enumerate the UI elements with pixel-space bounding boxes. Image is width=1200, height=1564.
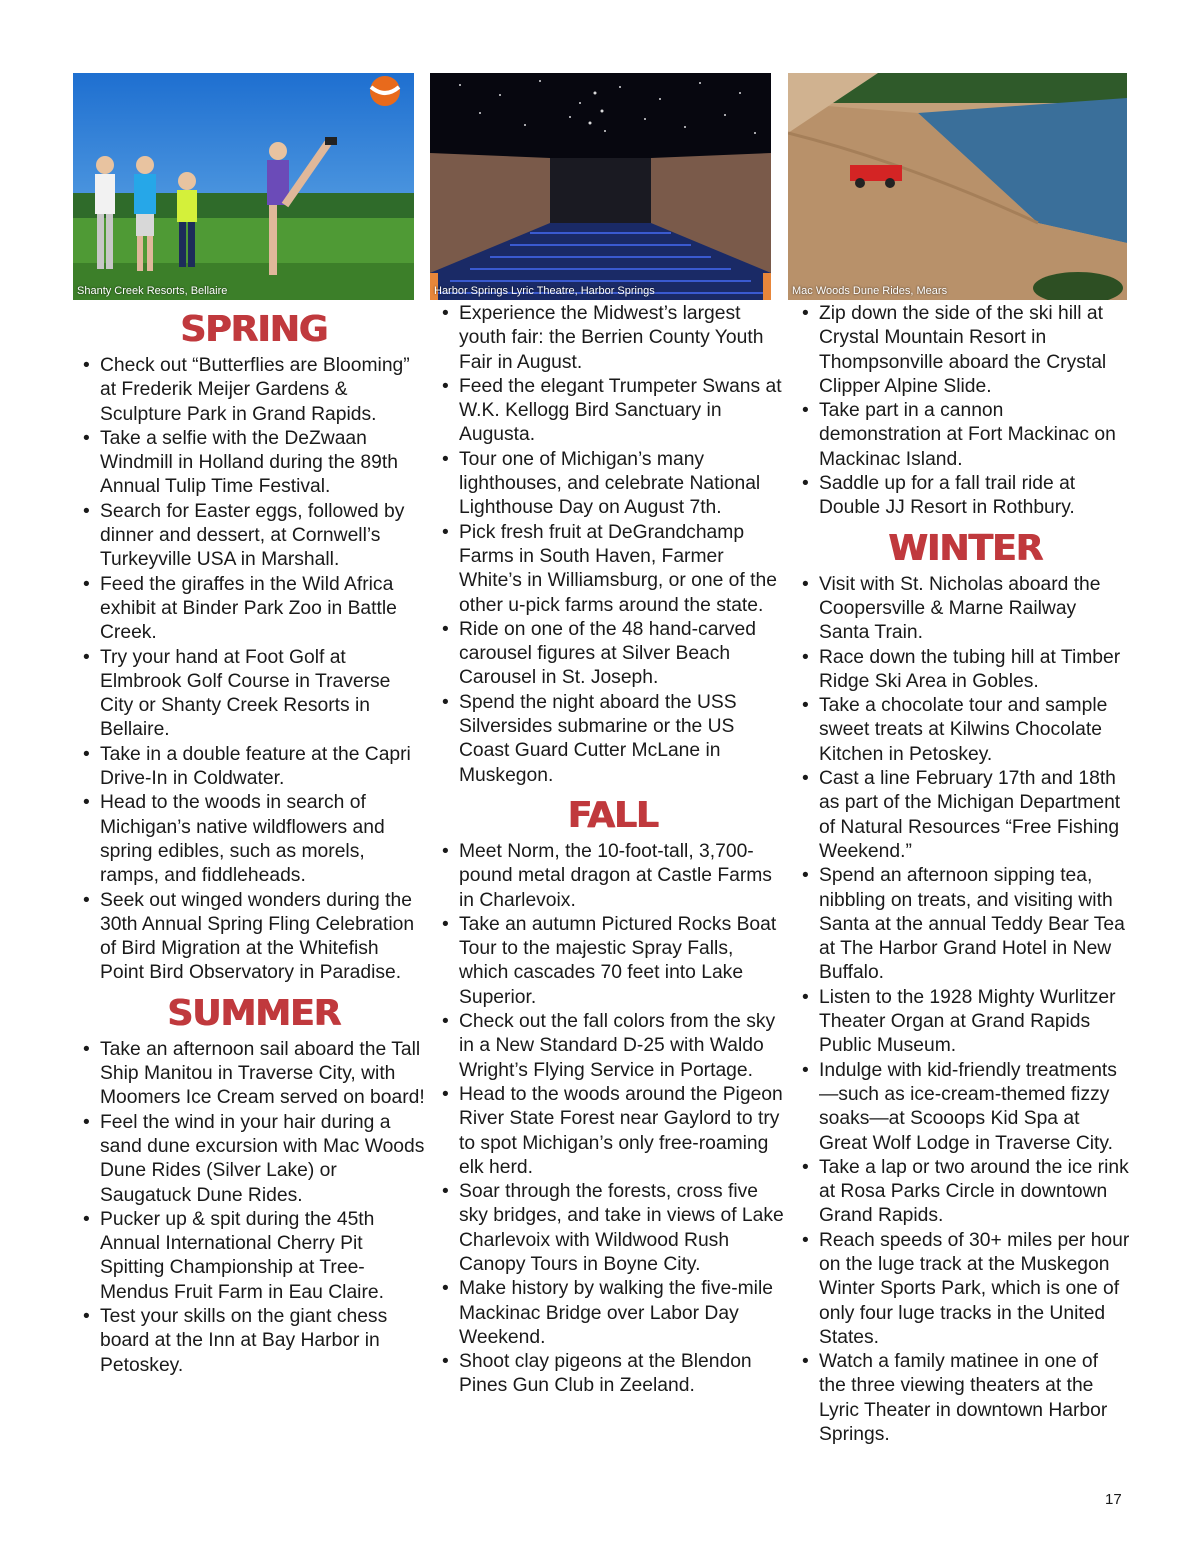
summer-list-continued	[440, 302, 785, 788]
list-item: • Listen to the 1928 Mighty Wurlitzer Theater Organ at Grand Rapids Public Museum.	[800, 986, 1130, 1059]
list-item: • Head to the woods in search of Michigan’s native wildflowers and spring edibles, such as morels, ramps, and fiddleheads.	[81, 791, 426, 888]
list-item: • Pucker up & spit during the 45th Annual International Cherry Pit Spitting Championship at Tree-Mendus Fruit Farm in Eau Claire.	[81, 1208, 426, 1305]
theatre-illustration	[430, 73, 771, 300]
list-item: • Race down the tubing hill at Timber Ridge Ski Area in Gobles.	[800, 646, 1130, 695]
fall-list-continued	[800, 302, 1130, 521]
list-item: • Take a lap or two around the ice rink at Rosa Parks Circle in downtown Grand Rapids.	[800, 1156, 1130, 1229]
foot-golf-illustration	[73, 73, 414, 300]
list-item: • Visit with St. Nicholas aboard the Coopersville & Marne Railway Santa Train.	[800, 573, 1130, 646]
fall-heading: FALL	[567, 794, 658, 836]
fall-list	[440, 840, 785, 1399]
dune-illustration	[788, 73, 1127, 300]
list-item: • Take in a double feature at the Capri Drive-In in Coldwater.	[81, 743, 426, 792]
list-item: • Check out the fall colors from the sky in a New Standard D-25 with Waldo Wright’s Flying Service in Portage.	[440, 1010, 785, 1083]
list-item: • Meet Norm, the 10-foot-tall, 3,700-pound metal dragon at Castle Farms in Charlevoix.	[440, 840, 785, 913]
winter-heading: WINTER	[887, 527, 1043, 569]
list-item: • Spend an afternoon sipping tea, nibbling on treats, and visiting with Santa at the annual Teddy Bear Tea at The Harbor Grand Hotel in New Buffalo.	[800, 864, 1130, 985]
list-item: • Spend the night aboard the USS Silversides submarine or the US Coast Guard Cutter McLane in Muskegon.	[440, 691, 785, 788]
list-item: • Pick fresh fruit at DeGrandchamp Farms in South Haven, Farmer White’s in Williamsburg, or one of the other u-pick farms around the state.	[440, 521, 785, 618]
winter-list	[800, 573, 1130, 1448]
list-item: • Take part in a cannon demonstration at Fort Mackinac on Mackinac Island.	[800, 399, 1130, 472]
list-item: • Saddle up for a fall trail ride at Double JJ Resort in Rothbury.	[800, 472, 1130, 521]
photo-dune-rides	[788, 73, 1127, 300]
list-item: • Head to the woods around the Pigeon River State Forest near Gaylord to try to spot Michigan’s only free-roaming elk herd.	[440, 1083, 785, 1180]
list-item: • Shoot clay pigeons at the Blendon Pines Gun Club in Zeeland.	[440, 1350, 785, 1399]
list-item: • Ride on one of the 48 hand-carved carousel figures at Silver Beach Carousel in St. Joseph.	[440, 618, 785, 691]
list-item: • Cast a line February 17th and 18th as part of the Michigan Department of Natural Resources “Free Fishing Weekend.”	[800, 767, 1130, 864]
photo-lyric-theatre	[430, 73, 771, 300]
list-item: • Feed the elegant Trumpeter Swans at W.K. Kellogg Bird Sanctuary in Augusta.	[440, 375, 785, 448]
list-item: • Soar through the forests, cross five sky bridges, and take in views of Lake Charlevoix with Wildwood Rush Canopy Tours in Boyne City.	[440, 1180, 785, 1277]
summer-heading: SUMMER	[166, 992, 341, 1034]
list-item: • Feel the wind in your hair during a sand dune excursion with Mac Woods Dune Rides (Silver Lake) or Saugatuck Dune Rides.	[81, 1111, 426, 1208]
list-item: • Take an autumn Pictured Rocks Boat Tour to the majestic Spray Falls, which cascades 70 feet into Lake Superior.	[440, 913, 785, 1010]
photo-caption: Shanty Creek Resorts, Bellaire	[77, 285, 228, 297]
list-item: • Search for Easter eggs, followed by dinner and dessert, at Cornwell’s Turkeyville USA in Marshall.	[81, 500, 426, 573]
list-item: • Take an afternoon sail aboard the Tall Ship Manitou in Traverse City, with Moomers Ice Cream served on board!	[81, 1038, 426, 1111]
photo-caption: Harbor Springs Lyric Theatre, Harbor Springs	[434, 285, 655, 297]
photo-caption: Mac Woods Dune Rides, Mears	[792, 285, 948, 297]
list-item: • Tour one of Michigan’s many lighthouses, and celebrate National Lighthouse Day on August 7th.	[440, 448, 785, 521]
list-item: • Take a selfie with the DeZwaan Windmill in Holland during the 89th Annual Tulip Time Festival.	[81, 427, 426, 500]
column-2	[440, 302, 785, 1399]
list-item: • Feed the giraffes in the Wild Africa exhibit at Binder Park Zoo in Battle Creek.	[81, 573, 426, 646]
list-item: • Indulge with kid-friendly treatments—such as ice-cream-themed fizzy soaks—at Scooops Kid Spa at Great Wolf Lodge in Traverse City.	[800, 1059, 1130, 1156]
list-item: • Take a chocolate tour and sample sweet treats at Kilwins Chocolate Kitchen in Petoskey.	[800, 694, 1130, 767]
spring-heading: SPRING	[179, 309, 328, 350]
summer-list	[81, 1038, 426, 1378]
list-item: • Experience the Midwest’s largest youth fair: the Berrien County Youth Fair in August.	[440, 302, 785, 375]
column-3	[800, 302, 1130, 1447]
list-item: • Seek out winged wonders during the 30th Annual Spring Fling Celebration of Bird Migration at the Whitefish Point Bird Observatory in Paradise.	[81, 889, 426, 986]
spring-list	[81, 354, 426, 986]
photo-foot-golf	[73, 73, 414, 300]
list-item: • Make history by walking the five-mile Mackinac Bridge over Labor Day Weekend.	[440, 1277, 785, 1350]
list-item: • Zip down the side of the ski hill at Crystal Mountain Resort in Thompsonville aboard the Crystal Clipper Alpine Slide.	[800, 302, 1130, 399]
list-item: • Reach speeds of 30+ miles per hour on the luge track at the Muskegon Winter Sports Park, which is one of only four luge tracks in the United States.	[800, 1229, 1130, 1350]
column-1	[81, 302, 426, 1378]
list-item: • Check out “Butterflies are Blooming” at Frederik Meijer Gardens & Sculpture Park in Grand Rapids.	[81, 354, 426, 427]
page-number: 17	[1105, 1491, 1122, 1508]
list-item: • Test your skills on the giant chess board at the Inn at Bay Harbor in Petoskey.	[81, 1305, 426, 1378]
list-item: • Try your hand at Foot Golf at Elmbrook Golf Course in Traverse City or Shanty Creek Resorts in Bellaire.	[81, 646, 426, 743]
list-item: • Watch a family matinee in one of the three viewing theaters at the Lyric Theater in downtown Harbor Springs.	[800, 1350, 1130, 1447]
